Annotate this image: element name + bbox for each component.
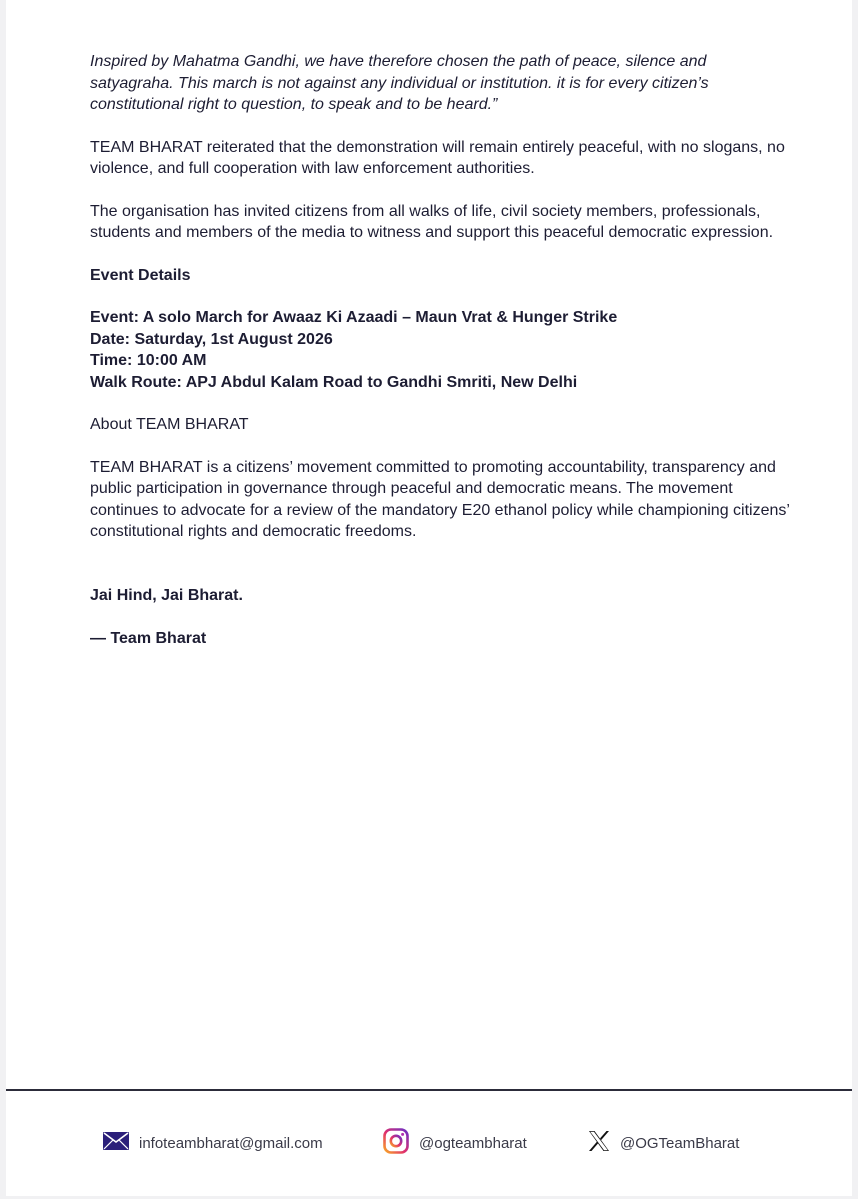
about-heading: About TEAM BHARAT [90, 416, 249, 433]
peaceful-paragraph: TEAM BHARAT reiterated that the demonstration will remain entirely peaceful, with no slogans, no violence, and full cooperation with law enforcement authorities. [90, 138, 785, 177]
event-name: Event: A solo March for Awaaz Ki Azaadi – Maun Vrat & Hunger Strike [90, 309, 618, 326]
invitation-paragraph: The organisation has invited citizens from all walks of life, civil society members, professionals, students and members of the media to witness and support this peaceful democratic expression. [90, 202, 774, 241]
event-details-heading: Event Details [90, 266, 191, 284]
signature: — Team Bharat [90, 630, 207, 647]
footer-email[interactable] [103, 1127, 323, 1159]
envelope-icon [103, 1132, 129, 1154]
x-logo-icon [588, 1131, 610, 1155]
footer-divider [6, 1089, 852, 1091]
email-address: infoteambharat@gmail.com [139, 1134, 323, 1152]
document-body [90, 51, 790, 650]
instagram-handle: @ogteambharat [419, 1134, 527, 1152]
document-page [6, 0, 852, 1196]
x-handle: @OGTeamBharat [620, 1134, 740, 1152]
event-date: Date: Saturday, 1st August 2026 [90, 330, 333, 348]
gandhi-quote: Inspired by Mahatma Gandhi, we have therefore chosen the path of peace, silence and satyagraha. This march is not against any individual or institution. it is for every citizen’s constitutional right to question, to speak and to be heard.” [90, 53, 709, 113]
event-time: Time: 10:00 AM [90, 352, 207, 369]
footer-instagram[interactable] [383, 1127, 527, 1159]
event-route: Walk Route: APJ Abdul Kalam Road to Gandhi Smriti, New Delhi [90, 373, 578, 391]
footer-x[interactable] [588, 1127, 739, 1159]
footer [6, 1127, 852, 1159]
about-paragraph: TEAM BHARAT is a citizens’ movement committed to promoting accountability, transparency and public participation in governance through peaceful and democratic means. The movement continues to advocate for a review of the mandatory E20 ethanol policy while championing citizens’ constitutional rights and democratic freedoms. [90, 458, 790, 540]
closing-line: Jai Hind, Jai Bharat. [90, 586, 243, 604]
instagram-icon [383, 1128, 409, 1158]
